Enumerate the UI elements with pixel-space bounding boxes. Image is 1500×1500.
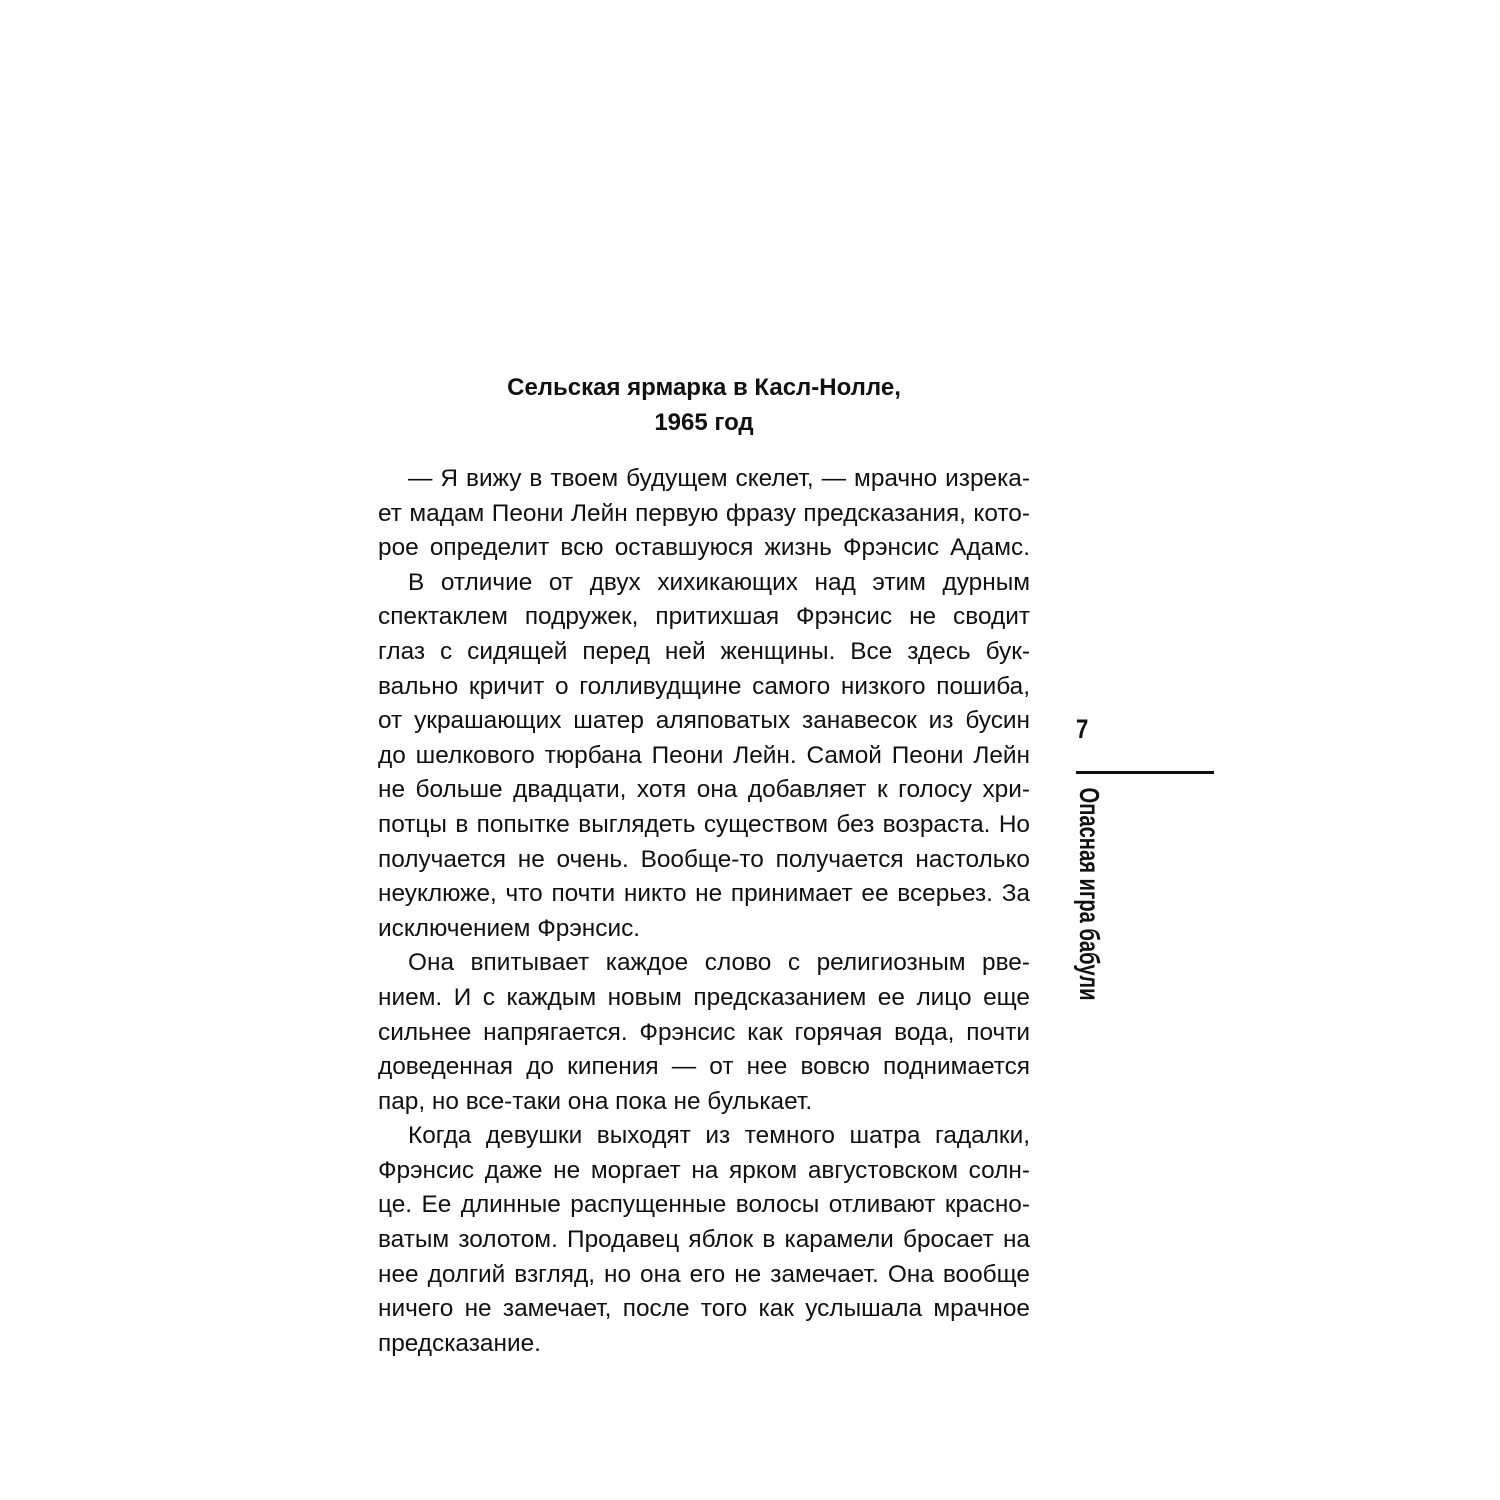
text-line: вально кричит о голливудщине самого низкого пошиба, bbox=[378, 672, 1030, 700]
text-line: нее долгий взгляд, но она его не замечает. Она вообще bbox=[378, 1260, 1030, 1288]
page-number: 7 bbox=[1076, 714, 1089, 744]
paragraph bbox=[378, 566, 1030, 947]
text-line: сильнее напрягается. Фрэнсис как горячая вода, почти bbox=[378, 1018, 1030, 1046]
text-line: от украшающих шатер аляповатых занавесок из бусин bbox=[378, 707, 1030, 735]
text-line: В отличие от двух хихикающих над этим дурным bbox=[408, 568, 1030, 596]
paragraph bbox=[378, 462, 1030, 566]
text-line: неуклюже, что почти никто не принимает ее всерьез. За bbox=[378, 880, 1030, 908]
chapter-heading bbox=[378, 370, 1030, 440]
text-line: рое определит всю оставшуюся жизнь Фрэнсис Адамс. bbox=[378, 534, 1030, 562]
paragraph bbox=[378, 1119, 1030, 1361]
text-line: глаз с сидящей перед ней женщины. Все здесь бук- bbox=[378, 637, 1030, 665]
text-line: получается не очень. Вообще-то получается настолько bbox=[378, 845, 1030, 873]
text-line: спектаклем подружек, притихшая Фрэнсис не сводит bbox=[378, 603, 1030, 631]
text-line: до шелкового тюрбана Пеони Лейн. Самой Пеони Лейн bbox=[378, 741, 1030, 769]
margin-divider bbox=[1076, 771, 1214, 774]
text-line: — Я вижу в твоем будущем скелет, — мрачно изрека- bbox=[408, 465, 1030, 492]
text-line: ет мадам Пеони Лейн первую фразу предсказания, кото- bbox=[378, 499, 1030, 527]
text-line: Фрэнсис даже не моргает на ярком августовском солн- bbox=[378, 1156, 1030, 1184]
text-line: Когда девушки выходят из темного шатра гадалки, bbox=[408, 1122, 1030, 1150]
text-line: це. Ее длинные распущенные волосы отливают красно- bbox=[378, 1191, 1030, 1219]
text-line: ватым золотом. Продавец яблок в карамели бросает на bbox=[378, 1226, 1030, 1254]
body-text bbox=[378, 462, 1030, 1361]
text-line: исключением Фрэнсис. bbox=[378, 914, 641, 942]
chapter-heading-line-2: 1965 год bbox=[654, 409, 754, 436]
text-line: доведенная до кипения — от нее вовсю поднимается bbox=[378, 1053, 1030, 1081]
paragraph bbox=[378, 946, 1030, 1119]
text-line: не больше двадцати, хотя она добавляет к голосу хри- bbox=[378, 776, 1030, 804]
text-line: Она впитывает каждое слово с религиозным рве- bbox=[408, 949, 1030, 977]
text-line: потцы в попытке выглядеть существом без возраста. Но bbox=[378, 810, 1030, 838]
text-line: ничего не замечает, после того как услышала мрачное bbox=[378, 1295, 1030, 1323]
chapter-heading-line-1: Сельская ярмарка в Касл-Нолле, bbox=[507, 374, 901, 401]
text-line: нием. И с каждым новым предсказанием ее лицо еще bbox=[378, 983, 1030, 1011]
running-title-text: Опасная игра бабули bbox=[1074, 787, 1105, 1001]
text-line: предсказание. bbox=[378, 1329, 541, 1357]
text-line: пар, но все-таки она пока не булькает. bbox=[378, 1087, 813, 1115]
